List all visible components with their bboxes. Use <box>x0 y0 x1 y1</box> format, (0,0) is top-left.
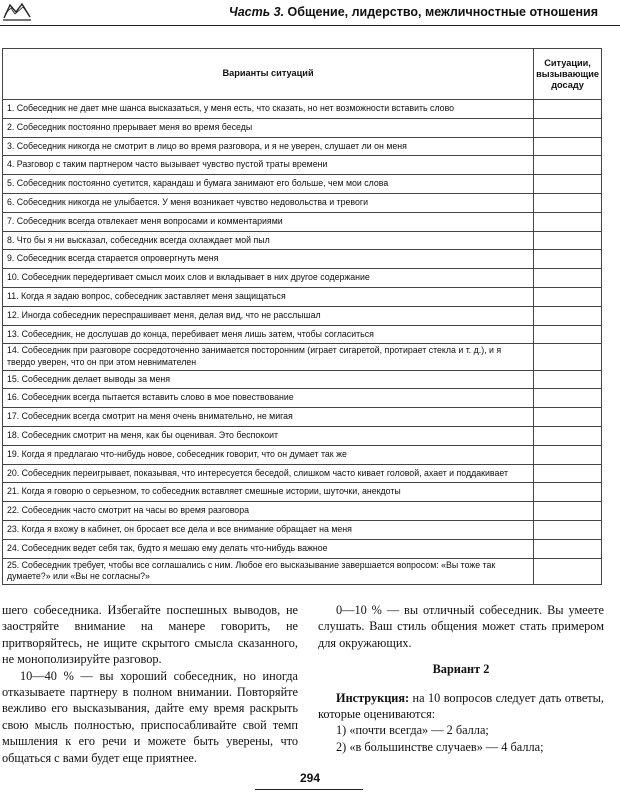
situation-text: 5. Собеседник постоянно суетится, карандаш и бумага занимают его больше, чем мои слова <box>3 175 534 194</box>
table-row <box>3 408 602 427</box>
situation-text: 3. Собеседник никогда не смотрит в лицо во время разговора, и я не уверен, слушает ли он меня <box>3 137 534 156</box>
header-divider <box>0 25 620 26</box>
table-row <box>3 520 602 539</box>
annoyance-check-cell[interactable] <box>534 193 602 212</box>
instruction-label: Инструкция: <box>336 690 410 705</box>
situation-text: 20. Собеседник переигрывает, показывая, что интересуется беседой, слишком часто кивает головой, ахает и поддакивает <box>3 464 534 483</box>
situation-text: 8. Что бы я ни высказал, собеседник всегда охлаждает мой пыл <box>3 231 534 250</box>
situation-text: 21. Когда я говорю о серьезном, то собеседник вставляет смешные истории, шуточки, анекдоты <box>3 483 534 502</box>
part-label: Часть 3. <box>228 5 285 19</box>
column-header-line: вызывающие <box>536 68 599 79</box>
table-row <box>3 231 602 250</box>
annoyance-check-cell[interactable] <box>534 212 602 231</box>
section-title <box>229 5 598 19</box>
situation-text: 12. Иногда собеседник переспрашивает меня, делая вид, что не расслышал <box>3 306 534 325</box>
variant-heading: Вариант 2 <box>432 662 490 677</box>
column-header-annoying <box>534 49 602 100</box>
situation-text: 24. Собеседник ведет себя так, будто я мешаю ему делать что-нибудь важное <box>3 539 534 558</box>
situations-table <box>2 48 602 585</box>
situation-text: 13. Собеседник, не дослушав до конца, перебивает меня лишь затем, чтобы согласиться <box>3 325 534 344</box>
annoyance-check-cell[interactable] <box>534 370 602 389</box>
annoyance-check-cell[interactable] <box>534 344 602 370</box>
section-name: Общение, лидерство, межличностные отношения <box>287 5 598 19</box>
table-row <box>3 502 602 521</box>
situation-text: 18. Собеседник смотрит на меня, как бы оценивая. Это беспокоит <box>3 426 534 445</box>
column-header-line: Ситуации, <box>544 57 591 68</box>
situation-text: 2. Собеседник постоянно прерывает меня во время беседы <box>3 118 534 137</box>
annoyance-check-cell[interactable] <box>534 445 602 464</box>
instruction-text: на 10 вопросов следует дать ответы, которые оцениваются: <box>318 690 604 722</box>
list-item: 2) «в большинстве случаев» — 4 балла; <box>336 739 544 754</box>
table-header-row <box>3 49 602 100</box>
situation-text: 6. Собеседник никогда не улыбается. У меня возникает чувство недовольства и тревоги <box>3 193 534 212</box>
paragraph: шего собеседника. Избегайте поспешных выводов, не заостряйте внимание на манере говорить, не притворяйтесь, не ищите скрытого смысла сказанного, не монополизируйте разговор. <box>2 603 298 667</box>
situation-text: 1. Собеседник не дает мне шанса высказаться, у меня есть, что сказать, но нет возможности вставить слово <box>3 100 534 119</box>
table-row <box>3 483 602 502</box>
table-row <box>3 464 602 483</box>
footer-divider <box>255 789 363 790</box>
annoyance-check-cell[interactable] <box>534 408 602 427</box>
book-logo-icon <box>2 2 32 22</box>
annoyance-check-cell[interactable] <box>534 520 602 539</box>
table-row <box>3 426 602 445</box>
table-row <box>3 137 602 156</box>
situation-text: 14. Собеседник при разговоре сосредоточенно занимается посторонним (играет сигаретой, протирает стекла и т. д.), и я твердо уверен, что он при этом невнимателен <box>3 344 534 370</box>
table-row <box>3 118 602 137</box>
annoyance-check-cell[interactable] <box>534 287 602 306</box>
situation-text: 9. Собеседник всегда старается опровергнуть меня <box>3 250 534 269</box>
annoyance-check-cell[interactable] <box>534 483 602 502</box>
annoyance-check-cell[interactable] <box>534 137 602 156</box>
table-row <box>3 558 602 584</box>
annoyance-check-cell[interactable] <box>534 502 602 521</box>
table-row <box>3 100 602 119</box>
annoyance-check-cell[interactable] <box>534 156 602 175</box>
annoyance-check-cell[interactable] <box>534 389 602 408</box>
column-header-line: досаду <box>551 79 584 90</box>
list-item: 1) «почти всегда» — 2 балла; <box>336 723 489 738</box>
instruction-paragraph <box>318 690 604 723</box>
table-row <box>3 370 602 389</box>
table-row <box>3 539 602 558</box>
annoyance-check-cell[interactable] <box>534 269 602 288</box>
situation-text: 25. Собеседник требует, чтобы все соглашались с ним. Любое его высказывание завершается вопросом: «Вы тоже так думаете?» или «Вы не согласны?» <box>3 558 534 584</box>
table-row <box>3 306 602 325</box>
situation-text: 16. Собеседник всегда пытается вставить слово в мое повествование <box>3 389 534 408</box>
paragraph: 0—10 % — вы отличный собеседник. Вы умеете слушать. Ваш стиль общения может стать примером для окружающих. <box>318 603 604 650</box>
column-header-situations: Варианты ситуаций <box>3 49 534 100</box>
situation-text: 19. Когда я предлагаю что-нибудь новое, собеседник говорит, что он думает так же <box>3 445 534 464</box>
annoyance-check-cell[interactable] <box>534 231 602 250</box>
annoyance-check-cell[interactable] <box>534 539 602 558</box>
annoyance-check-cell[interactable] <box>534 306 602 325</box>
situation-text: 4. Разговор с таким партнером часто вызывает чувство пустой траты времени <box>3 156 534 175</box>
table-row <box>3 193 602 212</box>
annoyance-check-cell[interactable] <box>534 100 602 119</box>
annoyance-check-cell[interactable] <box>534 426 602 445</box>
table-row <box>3 445 602 464</box>
annoyance-check-cell[interactable] <box>534 118 602 137</box>
paragraph: 10—40 % — вы хороший собеседник, но иногда отказываете партнеру в полном внимании. Повторяйте вежливо его высказывания, дайте ему время раскрыть свою мысль полностью, приспосабливайте свой темп мышления к его речи и можете быть уверены, что общаться с вами будет еще приятнее. <box>2 668 298 765</box>
situation-text: 10. Собеседник передергивает смысл моих слов и вкладывает в них другое содержание <box>3 269 534 288</box>
table-row <box>3 389 602 408</box>
situation-text: 22. Собеседник часто смотрит на часы во время разговора <box>3 502 534 521</box>
annoyance-check-cell[interactable] <box>534 325 602 344</box>
table-body <box>3 100 602 585</box>
situation-text: 11. Когда я задаю вопрос, собеседник заставляет меня защищаться <box>3 287 534 306</box>
situation-text: 17. Собеседник всегда смотрит на меня очень внимательно, не мигая <box>3 408 534 427</box>
right-text-column <box>318 602 604 755</box>
table-row <box>3 156 602 175</box>
annoyance-check-cell[interactable] <box>534 558 602 584</box>
annoyance-check-cell[interactable] <box>534 175 602 194</box>
situation-text: 23. Когда я вхожу в кабинет, он бросает все дела и все внимание обращает на меня <box>3 520 534 539</box>
table-row <box>3 287 602 306</box>
table-row <box>3 250 602 269</box>
table-row <box>3 325 602 344</box>
page-number: 294 <box>299 771 321 785</box>
annoyance-check-cell[interactable] <box>534 464 602 483</box>
situation-text: 7. Собеседник всегда отвлекает меня вопросами и комментариями <box>3 212 534 231</box>
situation-text: 15. Собеседник делает выводы за меня <box>3 370 534 389</box>
table-row <box>3 175 602 194</box>
table-row <box>3 344 602 370</box>
left-text-column <box>2 602 298 766</box>
annoyance-check-cell[interactable] <box>534 250 602 269</box>
table-row <box>3 212 602 231</box>
table-row <box>3 269 602 288</box>
running-header <box>0 0 620 26</box>
